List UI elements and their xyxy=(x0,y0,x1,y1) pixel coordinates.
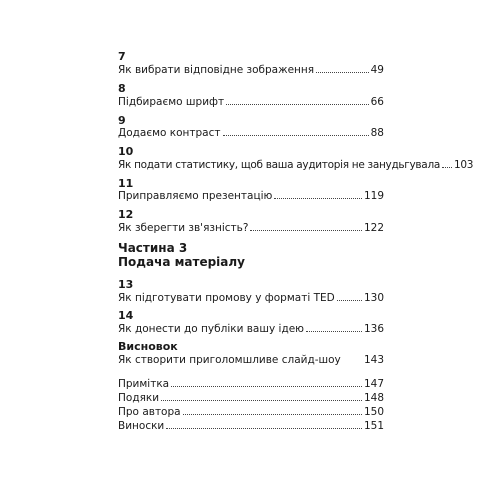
toc-entry-chapter-11[interactable] xyxy=(118,190,384,202)
toc-entry-page: 143 xyxy=(363,354,384,366)
toc-entry-page: 148 xyxy=(363,392,384,404)
chapter-number: 12 xyxy=(118,208,134,221)
toc-entry-page: 103 xyxy=(454,159,474,171)
toc-entry-title: Подяки xyxy=(118,392,160,404)
leader-dots xyxy=(442,159,452,168)
leader-dots xyxy=(337,292,362,301)
leader-dots xyxy=(226,96,369,105)
toc-entry-page: 88 xyxy=(370,127,384,139)
toc-entry-chapter-14[interactable] xyxy=(118,323,384,335)
leader-dots xyxy=(250,222,362,231)
leader-dots xyxy=(274,190,362,199)
leader-dots xyxy=(161,392,362,401)
toc-entry-acknowledgements[interactable] xyxy=(118,392,384,404)
toc-entry-page: 136 xyxy=(363,323,384,335)
toc-entry-page: 130 xyxy=(363,292,384,304)
chapter-number: 8 xyxy=(118,82,126,95)
conclusion-label: Висновок xyxy=(118,340,178,353)
leader-gap xyxy=(343,354,362,363)
toc-entry-title: Як створити приголомшливе слайд-шоу xyxy=(118,354,341,366)
toc-entry-notes[interactable] xyxy=(118,378,384,390)
leader-dots xyxy=(306,323,362,332)
toc-entry-page: 119 xyxy=(363,190,384,202)
toc-entry-title: Приправляємо презентацію xyxy=(118,190,273,202)
chapter-number: 10 xyxy=(118,145,134,158)
chapter-number: 13 xyxy=(118,278,134,291)
toc-entry-title: Примітка xyxy=(118,378,170,390)
toc-entry-about-author[interactable] xyxy=(118,406,384,418)
toc-entry-chapter-9[interactable] xyxy=(118,127,384,139)
toc-entry-title: Як донести до публіки вашу ідею xyxy=(118,323,305,335)
toc-entry-title: Як зберегти зв'язність? xyxy=(118,222,249,234)
toc-entry-page: 151 xyxy=(363,420,384,432)
toc-entry-page: 49 xyxy=(370,64,384,76)
chapter-number: 7 xyxy=(118,50,126,63)
toc-entry-conclusion[interactable] xyxy=(118,354,384,366)
chapter-number: 9 xyxy=(118,114,126,127)
chapter-number: 14 xyxy=(118,309,134,322)
toc-entry-title: Як подати статистику, щоб ваша аудиторія не занудьгувала xyxy=(118,159,440,171)
toc-entry-title: Виноски xyxy=(118,420,165,432)
toc-entry-title: Як вибрати відповідне зображення xyxy=(118,64,315,76)
toc-entry-title: Про автора xyxy=(118,406,181,418)
chapter-number: 11 xyxy=(118,177,134,190)
leader-dots xyxy=(166,420,362,429)
toc-entry-page: 150 xyxy=(363,406,384,418)
leader-dots xyxy=(183,406,362,415)
toc-entry-title: Підбираємо шрифт xyxy=(118,96,225,108)
toc-entry-chapter-13[interactable] xyxy=(118,292,384,304)
leader-dots xyxy=(171,378,362,387)
toc-entry-page: 66 xyxy=(370,96,384,108)
toc-entry-page: 147 xyxy=(363,378,384,390)
toc-entry-chapter-10[interactable] xyxy=(118,159,474,171)
toc-entry-chapter-7[interactable] xyxy=(118,64,384,76)
toc-entry-chapter-12[interactable] xyxy=(118,222,384,234)
toc-entry-title: Як підготувати промову у форматі TED xyxy=(118,292,335,304)
leader-dots xyxy=(223,127,369,136)
part-label: Частина 3 xyxy=(118,241,188,255)
toc-entry-page: 122 xyxy=(363,222,384,234)
toc-entry-title: Додаємо контраст xyxy=(118,127,221,139)
toc-entry-footnotes[interactable] xyxy=(118,420,384,432)
leader-dots xyxy=(316,64,369,73)
part-title: Подача матеріалу xyxy=(118,255,246,269)
toc-entry-chapter-8[interactable] xyxy=(118,96,384,108)
